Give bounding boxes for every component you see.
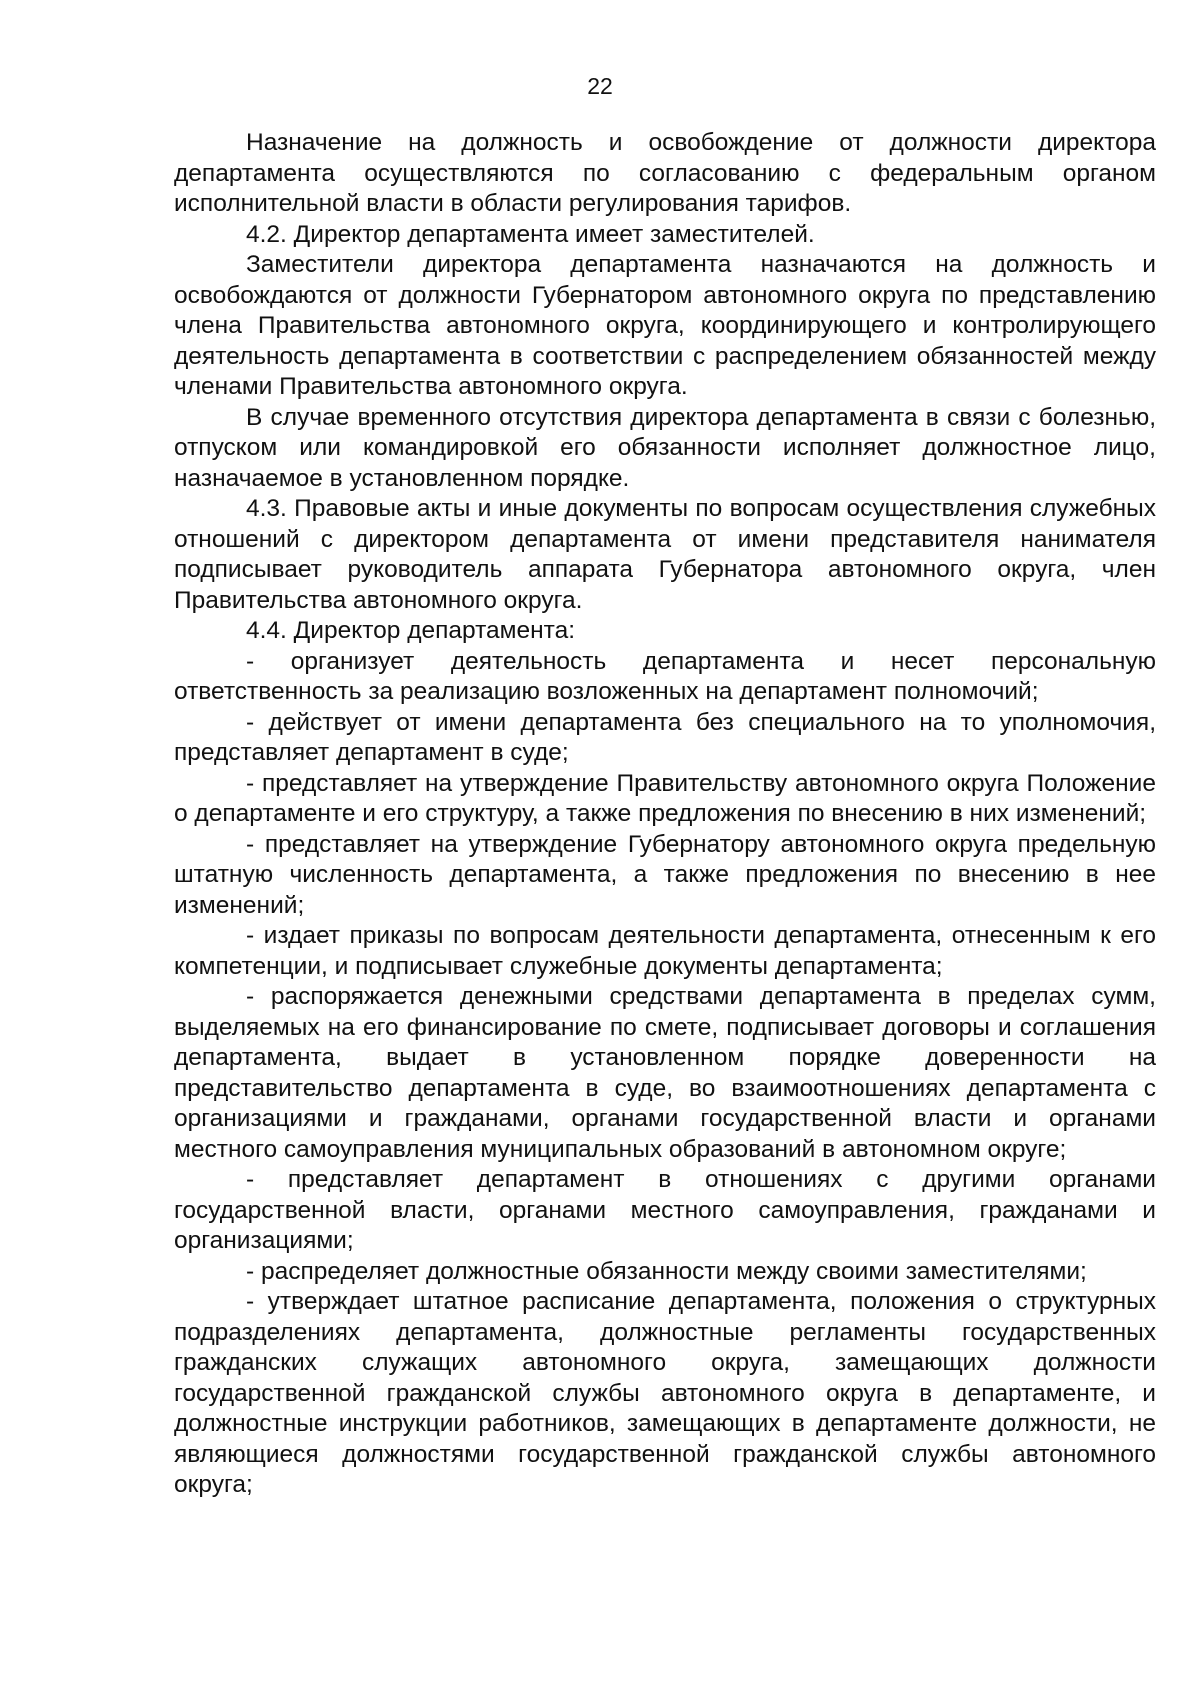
list-item-submits-regulation: - представляет на утверждение Правительству автономного округа Положение о департаменте и его структуру, а также предложения по внесению в них изменений;	[174, 769, 1156, 827]
list-item-manages-funds: - распоряжается денежными средствами департамента в пределах сумм, выделяемых на его финансирование по смете, подписывает договоры и соглашения департамента, выдает в установленном порядке доверенности на представительство департамента в суде, во взаимоотношениях департамента с организациями и гражданами, органами государственной власти и органами местного самоуправления муниципальных образований в автономном округе;	[174, 983, 1156, 1163]
page-number: 22	[587, 73, 613, 99]
document-body	[174, 128, 1156, 1501]
paragraph-4-3: 4.3. Правовые акты и иные документы по вопросам осуществления служебных отношений с директором департамента от имени представителя нанимателя подписывает руководитель аппарата Губернатора автономного округа, член Правительства автономного округа.	[174, 495, 1156, 614]
list-item-issues-orders: - издает приказы по вопросам деятельности департамента, отнесенным к его компетенции, и подписывает служебные документы департамента;	[174, 922, 1156, 980]
paragraph-appointment-director: Назначение на должность и освобождение от должности директора департамента осуществляются по согласованию с федеральным органом исполнительной власти в области регулирования тарифов.	[174, 129, 1156, 217]
list-item-submits-staff-number: - представляет на утверждение Губернатору автономного округа предельную штатную численность департамента, а также предложения по внесению в нее изменений;	[174, 830, 1156, 919]
list-item-organizes: - организует деятельность департамента и несет персональную ответственность за реализацию возложенных на департамент полномочий;	[174, 647, 1156, 705]
paragraph-deputies-appointment: Заместители директора департамента назначаются на должность и освобождаются от должности Губернатором автономного округа по представлению члена Правительства автономного округа, координирующего и контролирующего деятельность департамента в соответствии с распределением обязанностей между членами Правительства автономного округа.	[174, 251, 1156, 400]
paragraph-4-4: 4.4. Директор департамента:	[246, 617, 576, 644]
paragraph-temporary-absence: В случае временного отсутствия директора департамента в связи с болезнью, отпуском или командировкой его обязанности исполняет должностное лицо, назначаемое в установленном порядке.	[174, 403, 1156, 492]
list-item-distributes-duties: - распределяет должностные обязанности между своими заместителями;	[246, 1257, 1087, 1285]
list-item-approves-staff-schedule: - утверждает штатное расписание департамента, положения о структурных подразделениях департамента, должностные регламенты государственных гражданских служащих автономного округа, замещающих должности государственной гражданской службы автономного округа в департаменте, и должностные инструкции работников, замещающих в департаменте должности, не являющиеся должностями государственной гражданской службы автономного округа;	[174, 1288, 1156, 1498]
list-item-represents-department: - представляет департамент в отношениях с другими органами государственной власти, органами местного самоуправления, гражданами и организациями;	[174, 1166, 1156, 1254]
list-item-acts-on-behalf: - действует от имени департамента без специального на то уполномочия, представляет департамент в суде;	[174, 708, 1156, 766]
paragraph-4-2: 4.2. Директор департамента имеет заместителей.	[246, 220, 815, 248]
